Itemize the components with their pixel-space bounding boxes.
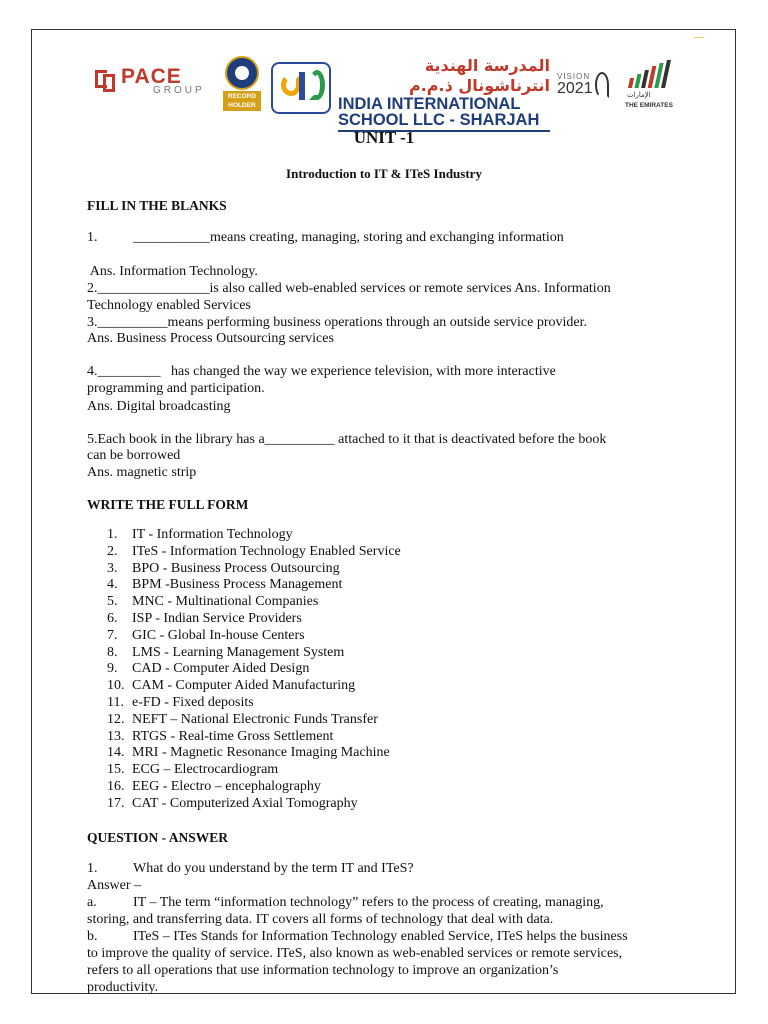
list-item-number: 1. <box>107 527 118 542</box>
fill-blank-a5: Ans. magnetic strip <box>87 465 197 480</box>
school-name-block <box>338 56 550 129</box>
vision-2021-logo <box>557 72 613 112</box>
list-item <box>107 661 401 678</box>
guinness-badge-text: RECORD HOLDER <box>223 91 261 111</box>
list-item <box>107 527 401 544</box>
list-item-number: 11. <box>107 694 124 710</box>
guinness-globe-icon <box>225 56 259 90</box>
qa-b-line1: ITeS – ITes Stands for Information Technology enabled Service, ITeS helps the business <box>133 929 628 944</box>
qa-b-letter: b. <box>87 929 98 944</box>
fill-blank-q5: 5.Each book in the library has a__________ attached to it that is deactivated before the book <box>87 432 607 447</box>
qa-q1-number: 1. <box>87 861 98 876</box>
unit-subtitle: Introduction to IT & ITeS Industry <box>286 166 482 181</box>
list-item-text: e-FD - Fixed deposits <box>132 694 254 710</box>
list-item-number: 5. <box>107 594 118 610</box>
iis-school-logo <box>271 62 331 114</box>
qa-heading: QUESTION - ANSWER <box>87 830 229 845</box>
header-logos <box>95 56 675 129</box>
list-item-text: ISP - Indian Service Providers <box>132 610 302 626</box>
list-item-number: 10. <box>107 678 125 694</box>
list-item-text: ITeS - Information Technology Enabled Service <box>132 543 401 559</box>
qa-a-line1: IT – The term “information technology” refers to the process of creating, managing, <box>133 895 604 910</box>
full-form-heading: WRITE THE FULL FORM <box>87 497 249 512</box>
list-item <box>107 611 401 628</box>
list-item <box>107 594 401 611</box>
unit-title: UNIT -1 <box>353 128 415 147</box>
fill-blank-a3: Ans. Business Process Outsourcing services <box>87 331 334 346</box>
qa-a-letter: a. <box>87 895 97 910</box>
list-item-number: 4. <box>107 577 118 593</box>
list-item <box>107 645 401 662</box>
fill-blanks-heading: FILL IN THE BLANKS <box>87 198 227 213</box>
list-item-text: ECG – Electrocardiogram <box>132 762 279 778</box>
emirates-arabic: الإمارات <box>627 91 651 99</box>
full-form-list <box>107 527 401 813</box>
fill-blank-q3: 3.__________means performing business operations through an outside service provider. <box>87 315 588 330</box>
corner-mark <box>694 37 704 38</box>
fill-blank-q1 <box>87 229 564 246</box>
list-item-text: GIC - Global In-house Centers <box>132 627 305 643</box>
list-item-number: 14. <box>107 745 125 761</box>
list-item-number: 2. <box>107 543 118 559</box>
list-item-text: BPM -Business Process Management <box>132 577 343 593</box>
vision-swirl-icon <box>595 72 609 98</box>
q1-text: ___________means creating, managing, storing and exchanging information <box>133 230 564 245</box>
list-item-number: 3. <box>107 560 118 576</box>
qa-answer-label: Answer – <box>87 878 142 893</box>
list-item-number: 8. <box>107 644 118 660</box>
list-item <box>107 561 401 578</box>
list-item <box>107 628 401 645</box>
list-item <box>107 762 401 779</box>
list-item-number: 13. <box>107 728 125 744</box>
list-item <box>107 577 401 594</box>
list-item <box>107 544 401 561</box>
list-item-text: EEG - Electro – encephalography <box>132 778 321 794</box>
list-item-text: MRI - Magnetic Resonance Imaging Machine <box>132 745 390 761</box>
list-item-text: MNC - Multinational Companies <box>132 594 319 610</box>
list-item <box>107 729 401 746</box>
list-item <box>107 745 401 762</box>
list-item-number: 15. <box>107 762 125 778</box>
vision-label: VISION <box>557 72 591 81</box>
list-item-number: 17. <box>107 795 125 811</box>
guinness-record-badge <box>223 56 263 112</box>
vision-year: 2021 <box>557 80 593 97</box>
fill-blank-q2-cont: Technology enabled Services <box>87 298 251 313</box>
qa-b-line3: refers to all operations that use information technology to improve an organization’s <box>87 963 559 978</box>
pace-logo-text: PACE <box>121 65 182 88</box>
qa-b-line4: productivity. <box>87 980 159 995</box>
fill-blank-q4: 4._________ has changed the way we experience television, with more interactive <box>87 364 556 379</box>
list-item-text: CAM - Computer Aided Manufacturing <box>132 678 356 694</box>
fill-blank-q2: 2.________________is also called web-enabled services or remote services Ans. Information <box>87 281 611 296</box>
list-item-text: BPO - Business Process Outsourcing <box>132 560 340 576</box>
list-item-text: NEFT – National Electronic Funds Transfer <box>132 711 378 727</box>
list-item <box>107 695 401 712</box>
qa-answer-a <box>87 894 604 911</box>
list-item-text: RTGS - Real-time Gross Settlement <box>132 728 334 744</box>
fill-blank-q5-cont: can be borrowed <box>87 448 181 463</box>
qa-answer-b <box>87 928 628 945</box>
emirates-label: THE EMIRATES <box>625 102 673 109</box>
qa-question-1 <box>87 860 414 877</box>
school-name-line1: INDIA INTERNATIONAL <box>338 95 521 113</box>
list-item-text: CAT - Computerized Axial Tomography <box>132 795 358 811</box>
pace-logo-sub: GROUP <box>153 85 205 96</box>
list-item-number: 7. <box>107 627 118 643</box>
list-item-number: 6. <box>107 610 118 626</box>
qa-b-line2: to improve the quality of service. ITeS, also known as web-enabled services or remote services, <box>87 946 623 961</box>
the-emirates-logo <box>623 60 675 112</box>
list-item <box>107 779 401 796</box>
list-item <box>107 796 401 813</box>
list-item-number: 12. <box>107 711 125 727</box>
fill-blank-a1: Ans. Information Technology. <box>87 264 258 279</box>
list-item-number: 9. <box>107 661 118 677</box>
fill-blank-a4: Ans. Digital broadcasting <box>87 399 231 414</box>
list-item-text: LMS - Learning Management System <box>132 644 345 660</box>
school-name-line2: SCHOOL LLC - SHARJAH <box>338 111 540 129</box>
list-item-text: CAD - Computer Aided Design <box>132 661 310 677</box>
qa-a-line2: storing, and transferring data. IT covers all forms of technology that deal with data. <box>87 912 554 927</box>
emirates-bars-icon <box>627 60 671 88</box>
list-item <box>107 712 401 729</box>
q1-number: 1. <box>87 230 98 245</box>
pace-mark-icon <box>95 70 117 92</box>
pace-group-logo <box>95 66 215 96</box>
list-item-number: 16. <box>107 778 125 794</box>
school-name-arabic: المدرسة الهندية انترناشونال ذ.م.م <box>408 56 550 95</box>
list-item <box>107 678 401 695</box>
list-item-text: IT - Information Technology <box>132 527 293 542</box>
fill-blank-q4-cont: programming and participation. <box>87 381 265 396</box>
qa-q1-text: What do you understand by the term IT and ITeS? <box>133 861 414 876</box>
